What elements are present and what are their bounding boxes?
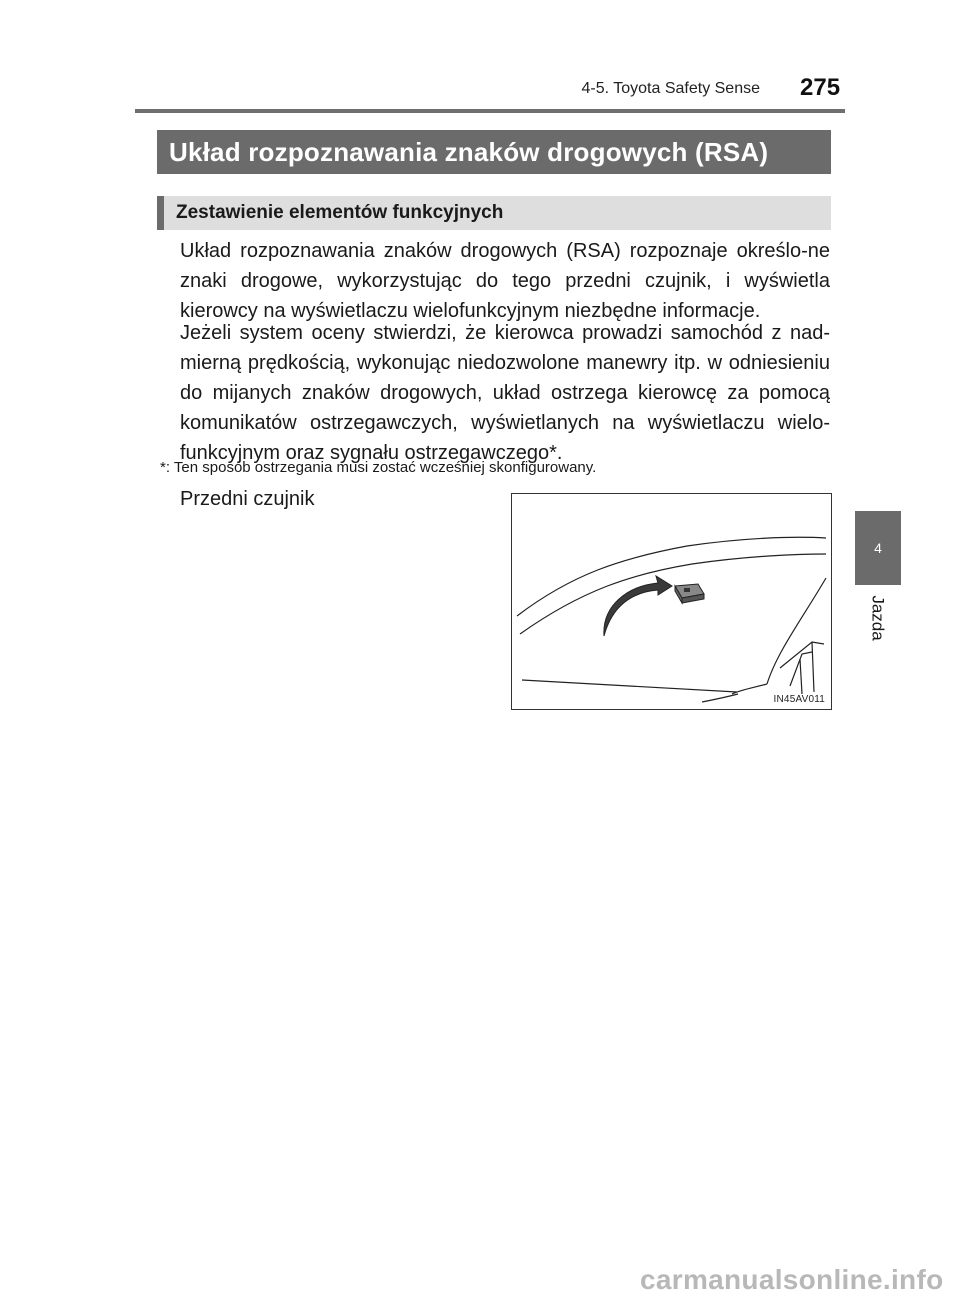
- chapter-tab-label-text: Jazda: [869, 595, 888, 641]
- paragraph-overview: Układ rozpoznawania znaków drogowych (RSA) rozpoznaje określo-ne znaki drogowe, wykorzystując do tego przedni czujnik, i wyświetla kierowcy na wyświetlaczu wielofunkcyjnym niezbędne informacje.: [180, 240, 830, 322]
- header-section-title: 4-5. Toyota Safety Sense: [581, 80, 760, 97]
- chapter-tab-label: [859, 588, 897, 648]
- watermark: carmanualsonline.info: [640, 1264, 944, 1295]
- section-title: Układ rozpoznawania znaków drogowych (RSA): [157, 130, 831, 174]
- front-sensor-illustration: [511, 493, 832, 710]
- header-divider: [135, 109, 845, 113]
- footnote: *: Ten sposób ostrzegania musi zostać wcześniej skonfigurowany.: [160, 459, 597, 476]
- paragraph-warning: Jeżeli system oceny stwierdzi, że kierowca prowadzi samochód z nad-mierną prędkością, wykonując niedozwolone manewry itp. w odniesieniu do mijanych znaków drogowych, układ ostrzega kierowcę za pomocą komunikatów ostrzegawczych, wyświetlanych na wyświetlaczu wielo-funkcyjnym oraz sygnału ostrzegawczego*.: [180, 322, 830, 464]
- subsection-title: Zestawienie elementów funkcyjnych: [157, 196, 831, 230]
- figure-label-front-sensor: Przedni czujnik: [180, 488, 315, 510]
- figure-code: IN45AV011: [773, 694, 825, 705]
- windshield-sensor-drawing: [512, 494, 832, 710]
- chapter-tab-number: 4: [855, 511, 901, 585]
- camera-sensor-icon: [675, 584, 704, 603]
- page-number: 275: [800, 74, 841, 101]
- arrow-icon: [604, 576, 672, 636]
